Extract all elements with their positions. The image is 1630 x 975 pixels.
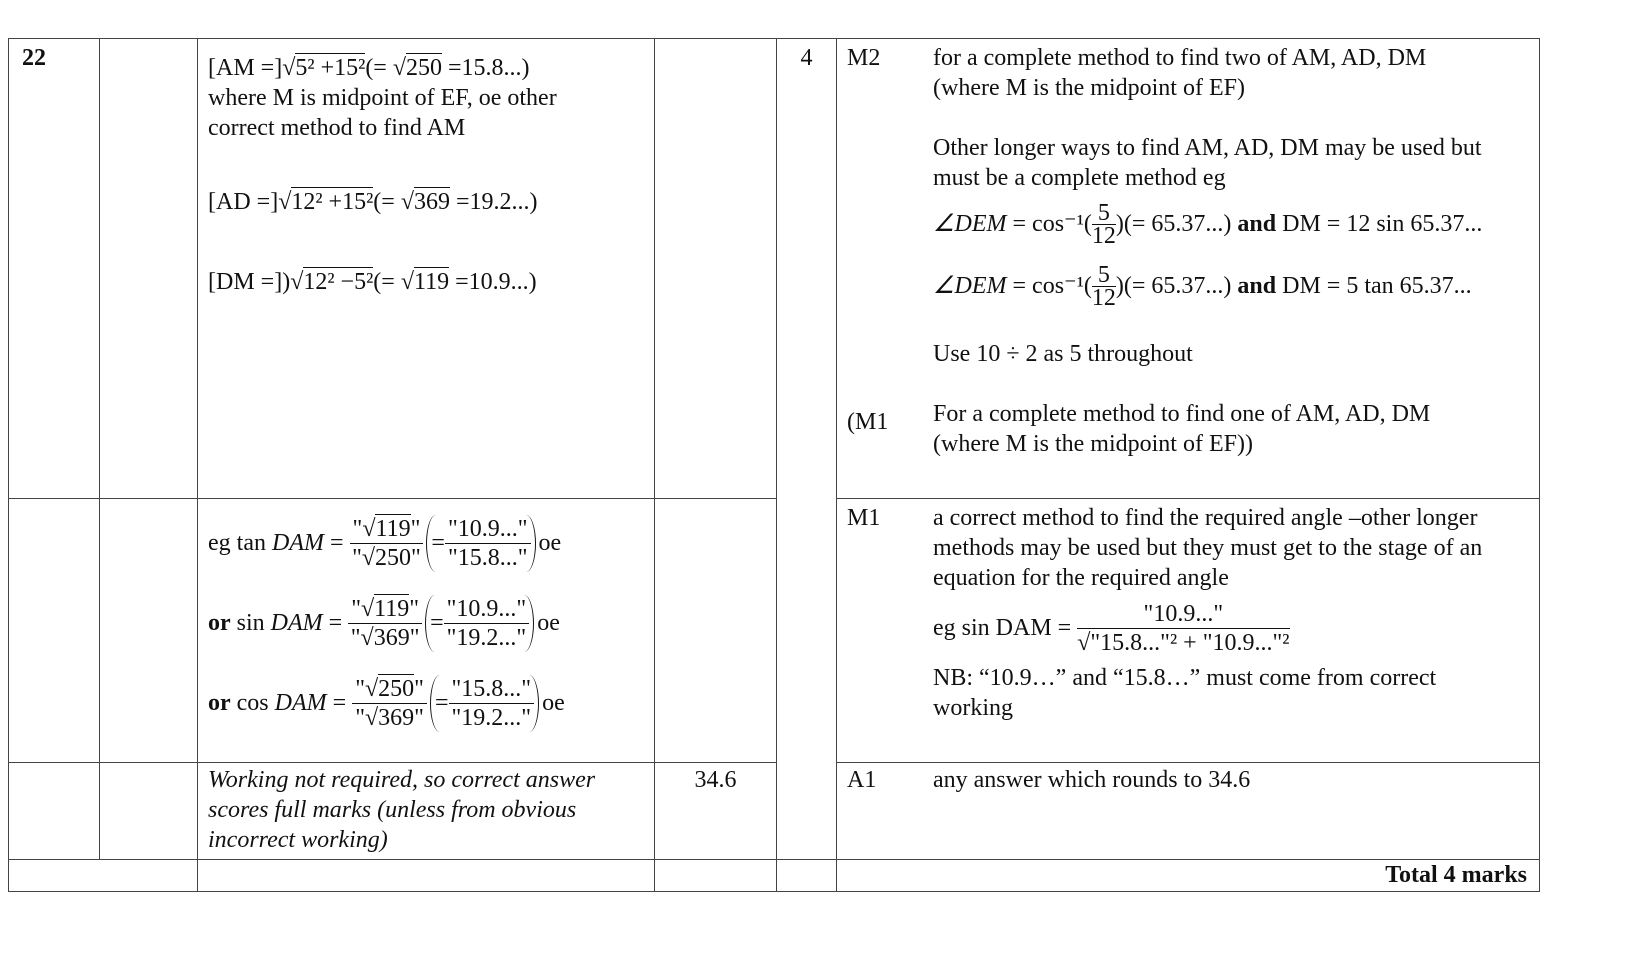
am-formula: [AM =]√5² +15²(= √250 =15.8...) [208, 55, 530, 81]
question-number: 22 [9, 39, 100, 499]
ad-formula: [AD =]√12² +15²(= √369 =19.2...) [208, 189, 538, 215]
tan-formula: eg tan DAM = $\frac{"√119"}{"√250"}$ = $\frac{"10.9..."}{"15.8..."}$ oe [208, 515, 562, 571]
working-cell-lengths [198, 39, 655, 499]
table-row [9, 860, 1540, 892]
working-cell-angle [198, 499, 655, 763]
table-row [9, 39, 1540, 499]
dem-equation-1: ∠DEM = cos⁻¹( $\frac{5}{12}$ )(= 65.37...) and DM = 12 sin 65.37... [933, 199, 1483, 249]
dem-equation-2: ∠DEM = cos⁻¹( $\frac{5}{12}$ )(= 65.37...) and DM = 5 tan 65.37... [933, 261, 1472, 311]
mark-scheme-table [8, 38, 1540, 892]
sin-dam-equation: eg sin DAM = $\frac{"10.9..."}{\text{√"15.8..."² + "10.9..."²}}$ [933, 600, 1290, 656]
working-note: Working not required, so correct answer scores full marks (unless from obvious incorrect working) [198, 763, 655, 860]
answer-value: 34.6 [655, 763, 777, 860]
marks-value: 4 [777, 39, 837, 860]
guidance-m2: M2 for a complete method to find two of AM, AD, DM (where M is the midpoint of EF) Other longer ways to find AM, AD, DM may be used but must be a complete method eg ∠DEM = cos⁻¹( $\frac{5}{12}$ )(= 65.37...) and DM = 12 sin 65.37... ∠DEM = cos⁻¹( $\frac{5}{12}$ )(= 65.37...) and DM = 5 tan 65.37... Use 10 ÷ 2 as 5 throughout (M1 For a complete method to find one of AM, AD, DM (where M is the midpoint of EF)) [837, 39, 1540, 499]
guidance-a1: A1 any answer which rounds to 34.6 [837, 763, 1540, 860]
guidance-m1: M1 a correct method to find the required angle –other longer methods may be used but they must get to the stage of an equation for the required angle eg sin DAM = $\frac{"10.9..."}{\text{√"15.8..."² + "10.9..."²}}$ NB: “10.9…” and “15.8…” must come from correct working [837, 499, 1540, 763]
dm-formula: [DM =])√12² −5²(= √119 =10.9...) [208, 269, 537, 295]
table-row [9, 499, 1540, 763]
sin-formula: or sin DAM = $\frac{"√119"}{"√369"}$ = $\frac{"10.9..."}{"19.2..."}$ oe [208, 595, 560, 651]
total-marks: Total 4 marks [837, 860, 1540, 892]
table-row [9, 763, 1540, 860]
am-note: where M is midpoint of EF, oe other correct method to find AM [208, 85, 557, 141]
cos-formula: or cos DAM = $\frac{"√250"}{"√369"}$ = $\frac{"15.8..."}{"19.2..."}$ oe [208, 675, 565, 731]
mark-code: M2 [847, 45, 881, 71]
